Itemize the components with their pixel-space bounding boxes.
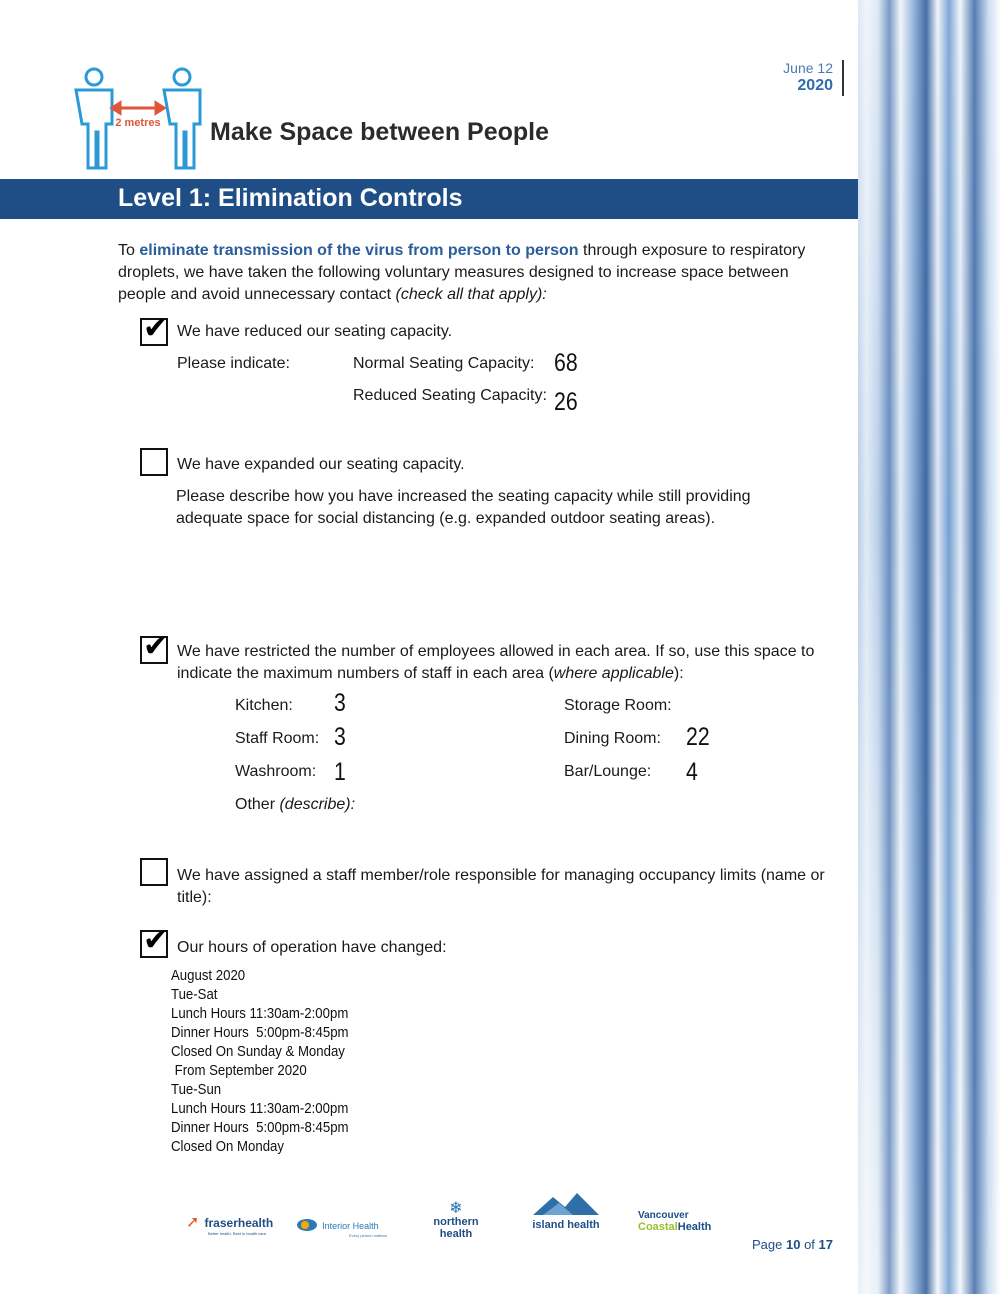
swirl-icon: ➚	[186, 1212, 200, 1231]
hours-line: Dinner Hours 5:00pm-8:45pm	[171, 1119, 349, 1136]
hours-line: August 2020	[171, 967, 246, 984]
intro-highlight: eliminate transmission of the virus from person to person	[139, 242, 579, 259]
please-indicate-label: Please indicate:	[177, 355, 290, 372]
intro-paragraph: To eliminate transmission of the virus from person to person through exposure to respiratory droplets, we have taken the following voluntary measures designed to increase space between people and avoid unnecessary contact (check all that apply):	[118, 242, 806, 303]
hours-changed-checkbox[interactable]	[140, 923, 169, 958]
icon-label: 2 metres	[115, 117, 161, 129]
distancing-icon	[70, 66, 206, 170]
reduced-seating-label: We have reduced our seating capacity.	[177, 323, 453, 340]
storage-room-label: Storage Room:	[564, 697, 672, 714]
expanded-seating-label: We have expanded our seating capacity.	[177, 456, 465, 473]
interior-health-logo: Interior Health Every person matters	[297, 1214, 387, 1238]
decorative-side-stripe	[858, 0, 1000, 1294]
washroom-label: Washroom:	[235, 763, 317, 780]
kitchen-label: Kitchen:	[235, 697, 293, 714]
reduced-seating-checkbox[interactable]	[140, 311, 169, 346]
hours-line: Lunch Hours 11:30am-2:00pm	[171, 1005, 349, 1022]
date-year: 2020	[797, 77, 833, 94]
checkmark-icon: ✔	[143, 311, 169, 346]
bar-lounge-label: Bar/Lounge:	[564, 763, 652, 780]
northern-health-logo: ❄ northern health	[418, 1200, 494, 1240]
vancouver-coastal-health-logo: Vancouver CoastalHealth	[638, 1210, 712, 1233]
fraser-health-logo: ➚ fraserhealth Better health. Best in health care.	[186, 1212, 274, 1236]
assigned-staff-checkbox[interactable]	[140, 858, 168, 886]
hours-line: Dinner Hours 5:00pm-8:45pm	[171, 1024, 349, 1041]
date-divider	[842, 60, 844, 96]
date-month: June 12	[783, 60, 833, 76]
other-label: Other (describe):	[235, 796, 356, 813]
section-title: Level 1: Elimination Controls	[118, 184, 463, 212]
sun-icon	[297, 1219, 317, 1231]
staff-room-label: Staff Room:	[235, 730, 320, 747]
assigned-staff-label: We have assigned a staff member/role responsible for managing occupancy limits (name or title):	[177, 867, 825, 906]
hours-line: Lunch Hours 11:30am-2:00pm	[171, 1100, 349, 1117]
checkmark-icon: ✔	[143, 923, 169, 958]
washroom-value[interactable]: 1	[334, 758, 346, 786]
restricted-staff-checkbox[interactable]	[140, 629, 169, 664]
island-health-logo: island health	[531, 1193, 601, 1231]
expanded-seating-checkbox[interactable]	[140, 448, 168, 476]
hours-line: Closed On Monday	[171, 1138, 284, 1155]
hours-details[interactable]	[171, 966, 349, 1156]
normal-capacity-value[interactable]: 68	[554, 349, 578, 377]
expanded-seating-description: Please describe how you have increased the seating capacity while still providing adequate space for social distancing (e.g. expanded outdoor seating areas).	[176, 488, 751, 527]
hours-changed-label: Our hours of operation have changed:	[177, 939, 447, 956]
dining-room-value[interactable]: 22	[686, 723, 710, 751]
restricted-staff-label: We have restricted the number of employees allowed in each area. If so, use this space to indicate the maximum numbers of staff in each area (where applicable):	[177, 643, 815, 682]
page-title: Make Space between People	[210, 118, 550, 146]
mountain-icon	[533, 1193, 599, 1215]
reduced-capacity-value[interactable]: 26	[554, 388, 578, 416]
normal-capacity-label: Normal Seating Capacity:	[353, 355, 535, 372]
snowflake-icon: ❄	[449, 1198, 463, 1217]
kitchen-value[interactable]: 3	[334, 689, 346, 717]
hours-line: From September 2020	[171, 1062, 307, 1079]
hours-line: Tue-Sun	[171, 1081, 222, 1098]
page-number: Page 10 of 17	[752, 1237, 833, 1252]
checkmark-icon: ✔	[143, 629, 169, 664]
reduced-capacity-label: Reduced Seating Capacity:	[353, 387, 547, 404]
staff-room-value[interactable]: 3	[334, 723, 346, 751]
hours-line: Closed On Sunday & Monday	[171, 1043, 345, 1060]
dining-room-label: Dining Room:	[564, 730, 661, 747]
hours-line: Tue-Sat	[171, 986, 218, 1003]
bar-lounge-value[interactable]: 4	[686, 758, 698, 786]
